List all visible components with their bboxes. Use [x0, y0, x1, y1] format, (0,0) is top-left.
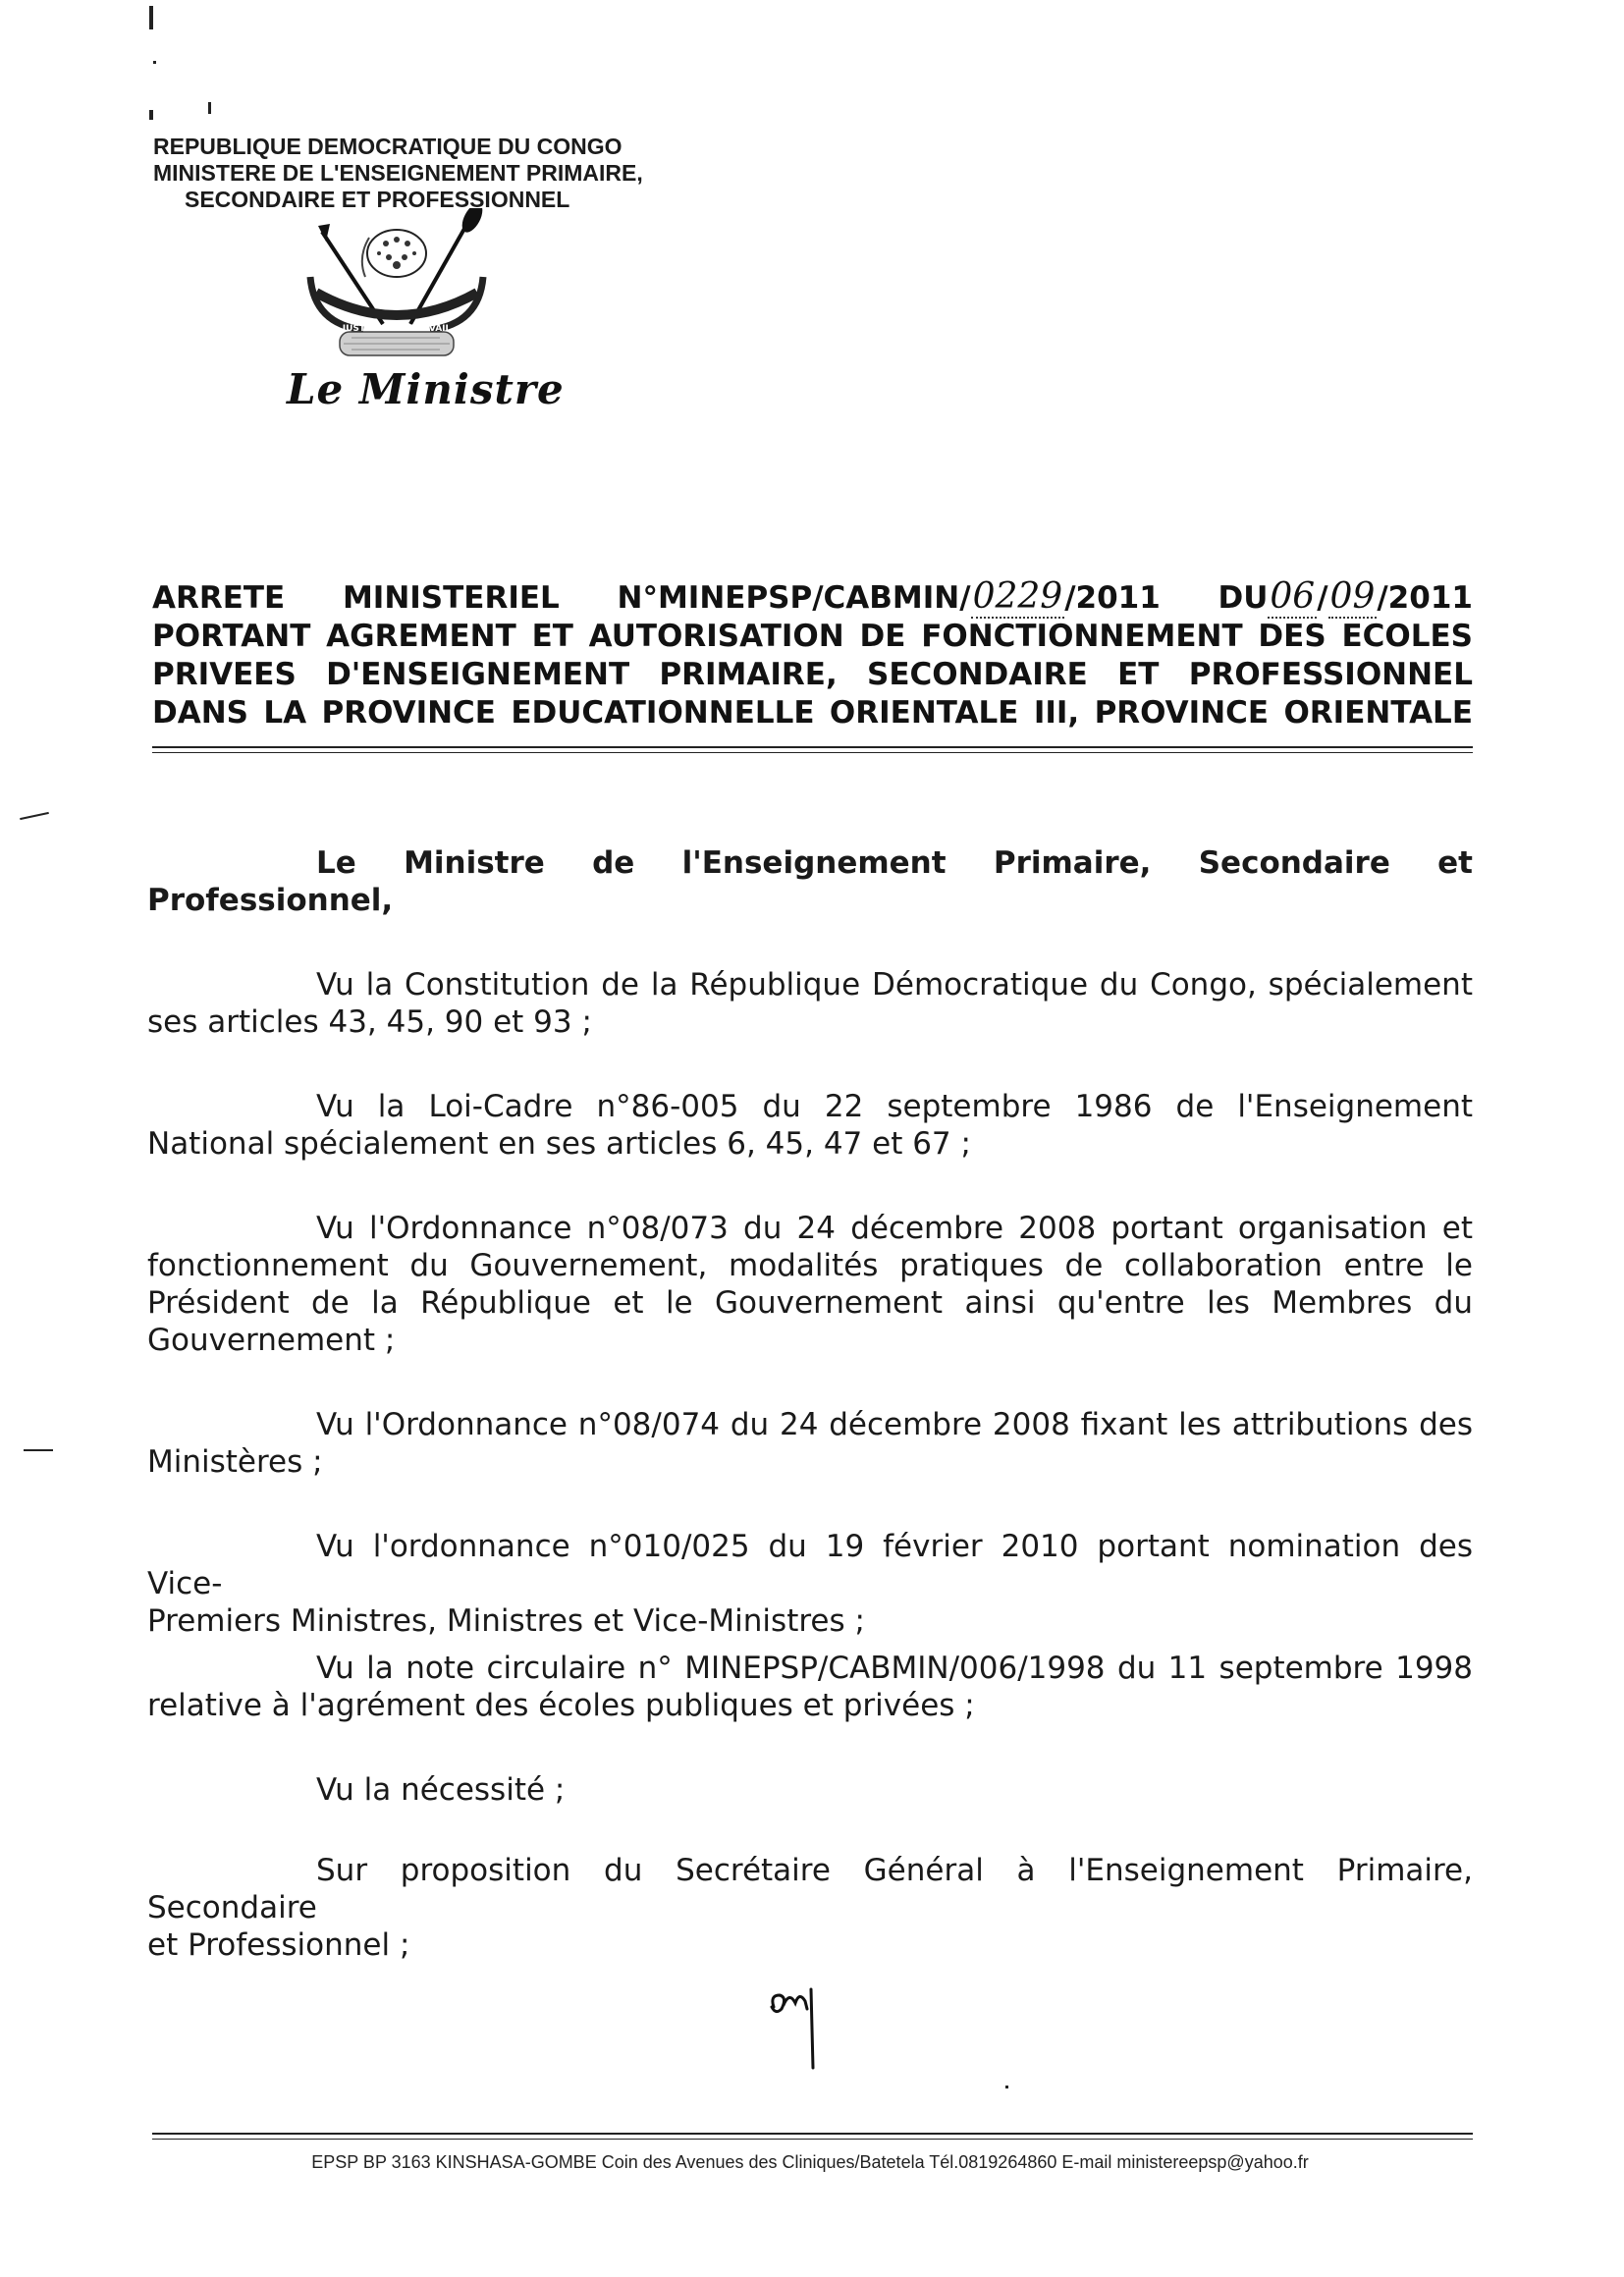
footer-rule-bottom — [152, 2139, 1473, 2140]
intro-paragraph — [147, 844, 1473, 919]
decree-prefix: N°MINEPSP/CABMIN/ — [617, 580, 971, 616]
scan-mark — [24, 1449, 53, 1451]
p8-rest: et Professionnel ; — [147, 1927, 410, 1963]
p8-first-line: Sur proposition du Secrétaire Général à l'Enseignement Primaire, Secondaire — [147, 1853, 1473, 1925]
p3-rest: fonctionnement du Gouvernement, modalités pratiques de collaboration entre le Président de la République et le Gouvernement ainsi qu'entre les Membres du Gouvernement ; — [147, 1248, 1473, 1358]
decree-title-line-3 — [152, 656, 1473, 694]
scan-mark — [20, 812, 49, 820]
considerant-ordonnance-074 — [147, 1406, 1473, 1481]
p2-first-line: Vu la Loi-Cadre n°86-005 du 22 septembre 1986 de l'Enseignement — [316, 1089, 1473, 1124]
considerant-ordonnance-025 — [147, 1528, 1473, 1640]
intro-line-2: Professionnel, — [147, 883, 394, 918]
considerant-necessite: Vu la nécessité ; — [316, 1772, 566, 1808]
title-line-3-text: PRIVEES D'ENSEIGNEMENT PRIMAIRE, SECONDAIRE ET PROFESSIONNEL — [152, 657, 1473, 692]
decree-title-line-4 — [152, 694, 1473, 732]
title-word-ministeriel: MINISTERIEL — [342, 580, 560, 616]
p5-rest: Premiers Ministres, Ministres et Vice-Ministres ; — [147, 1603, 865, 1639]
title-underline-top — [152, 746, 1473, 748]
p4-first-line: Vu l'Ordonnance n°08/074 du 24 décembre 2008 fixant les attributions des — [316, 1407, 1473, 1442]
minister-label: Le Ministre — [287, 365, 565, 413]
p4-rest: Ministères ; — [147, 1444, 323, 1480]
p1-first-line: Vu la Constitution de la République Démocratique du Congo, spécialement — [316, 967, 1473, 1003]
p1-rest: ses articles 43, 45, 90 et 93 ; — [147, 1004, 592, 1040]
decree-month-handwritten: 09 — [1329, 576, 1376, 617]
decree-date: DU06/09/2011 — [1218, 576, 1473, 617]
scan-mark — [208, 102, 211, 114]
considerant-note-circulaire — [147, 1650, 1473, 1724]
considerant-constitution — [147, 966, 1473, 1041]
footer-address: EPSP BP 3163 KINSHASA-GOMBE Coin des Avenues des Cliniques/Batetela Tél.0819264860 E-mail ministereepsp@yahoo.fr — [311, 2152, 1309, 2172]
decree-year: /2011 — [1064, 580, 1161, 616]
decree-title — [152, 576, 1473, 732]
p2-rest: National spécialement en ses articles 6, 45, 47 et 67 ; — [147, 1126, 971, 1162]
letterhead-line-1: REPUBLIQUE DEMOCRATIQUE DU CONGO — [153, 134, 623, 159]
emblem-motto: JUSTICE PAIX TRAVAIL — [342, 324, 452, 334]
letterhead-line-2: MINISTERE DE L'ENSEIGNEMENT PRIMAIRE, — [153, 160, 643, 186]
considerant-proposition — [147, 1852, 1473, 1964]
title-word-arrete: ARRETE — [152, 580, 286, 616]
decree-reference — [617, 576, 1161, 618]
decree-title-line-1 — [152, 576, 1473, 618]
p6-first-line: Vu la note circulaire n° MINEPSP/CABMIN/006/1998 du 11 septembre 1998 — [316, 1651, 1473, 1686]
title-line-4-text: DANS LA PROVINCE EDUCATIONNELLE ORIENTALE III, PROVINCE ORIENTALE — [152, 695, 1473, 731]
letterhead — [153, 134, 643, 213]
decree-day-handwritten: 06 — [1270, 576, 1316, 617]
scan-mark — [153, 61, 156, 64]
title-underline-bottom — [152, 752, 1473, 753]
scan-mark — [1005, 2086, 1008, 2088]
decree-title-line-2 — [152, 618, 1473, 656]
date-prefix: DU — [1218, 580, 1269, 616]
letterhead-line-3: SECONDAIRE ET PROFESSIONNEL — [185, 187, 570, 212]
handwritten-initials-icon — [768, 1985, 837, 2074]
scan-mark — [149, 6, 153, 29]
drc-coat-of-arms-icon — [293, 208, 501, 375]
intro-line-1: Le Ministre de l'Enseignement Primaire, Secondaire et — [316, 845, 1473, 881]
p3-first-line: Vu l'Ordonnance n°08/073 du 24 décembre 2008 portant organisation et — [316, 1211, 1473, 1246]
decree-date-year: /2011 — [1377, 580, 1473, 616]
initials-text: OM — [768, 1985, 770, 1986]
considerant-loi-cadre — [147, 1088, 1473, 1163]
scan-mark — [149, 110, 153, 120]
p5-first-line: Vu l'ordonnance n°010/025 du 19 février 2010 portant nomination des Vice- — [147, 1529, 1473, 1601]
p6-rest: relative à l'agrément des écoles publiques et privées ; — [147, 1688, 975, 1723]
title-line-2-text: PORTANT AGREMENT ET AUTORISATION DE FONCTIONNEMENT DES ECOLES — [152, 619, 1473, 654]
footer-rule-top — [152, 2133, 1473, 2135]
considerant-ordonnance-073 — [147, 1210, 1473, 1359]
decree-number-handwritten: 0229 — [972, 576, 1063, 617]
